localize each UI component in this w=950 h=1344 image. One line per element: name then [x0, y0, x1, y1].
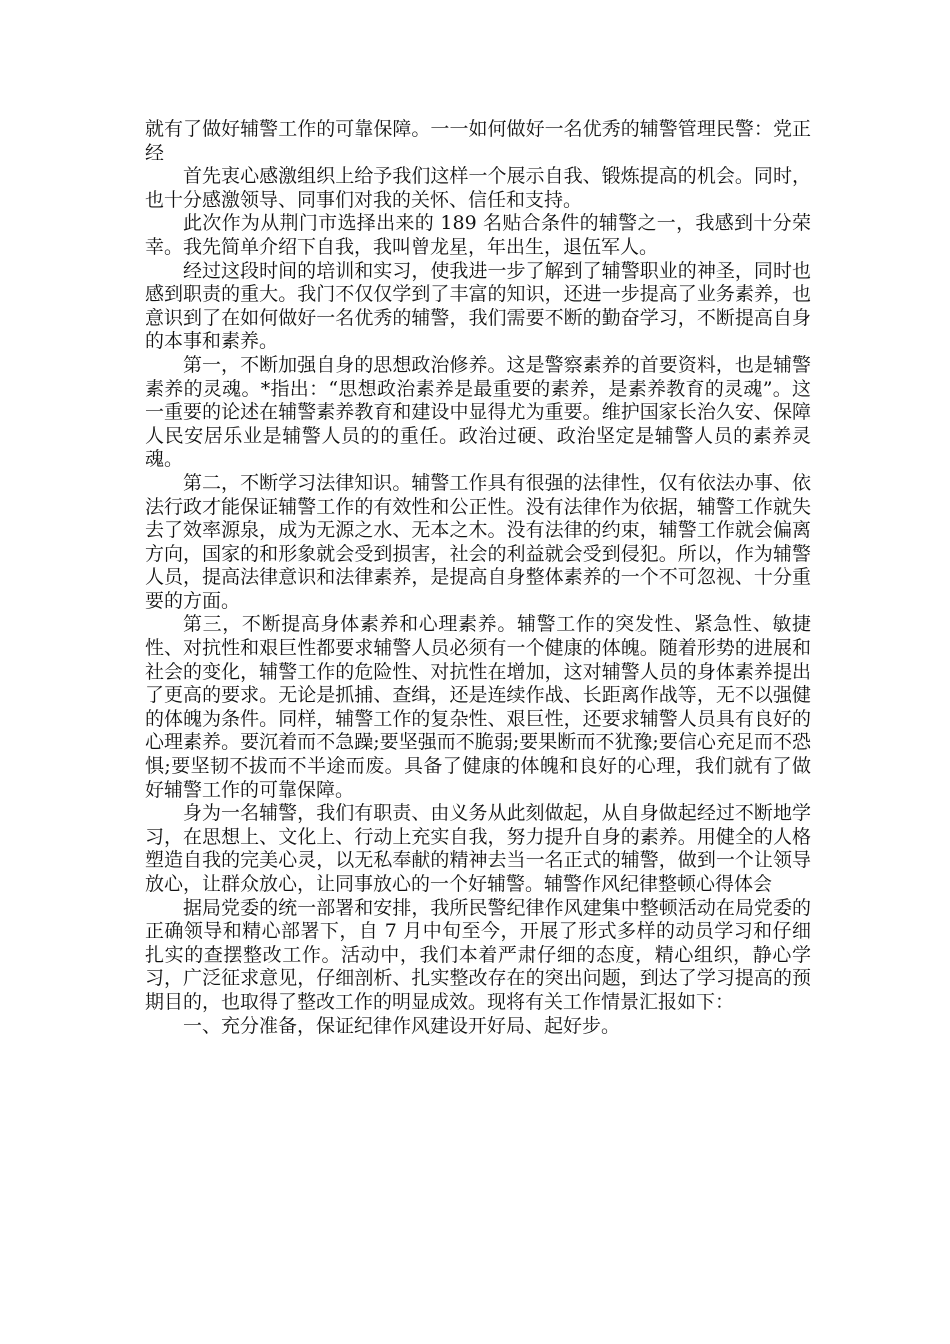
- paragraph-1: 就有了做好辅警工作的可靠保障。一一如何做好一名优秀的辅警管理民警：党正经: [145, 118, 811, 164]
- document-body: [145, 118, 811, 1038]
- paragraph-2: 首先衷心感激组织上给予我们这样一个展示自我、锻炼提高的机会。同时，也十分感激领导、同事们对我的关怀、信任和支持。: [145, 165, 811, 211]
- paragraph-5: 第一，不断加强自身的思想政治修养。这是警察素养的首要资料，也是辅警素养的灵魂。*指出：“思想政治素养是最重要的素养，是素养教育的灵魂”。这一重要的论述在辅警素养教育和建设中显得尤为重要。维护国家长治久安、保障人民安居乐业是辅警人员的的重任。政治过硬、政治坚定是辅警人员的素养灵魂。: [145, 353, 811, 471]
- paragraph-8: 身为一名辅警，我们有职责、由义务从此刻做起，从自身做起经过不断地学习，在思想上、文化上、行动上充实自我，努力提升自身的素养。用健全的人格塑造自我的完美心灵，以无私奉献的精神去当一名正式的辅警，做到一个让领导放心，让群众放心，让同事放心的一个好辅警。辅警作风纪律整顿心得体会: [145, 802, 811, 895]
- paragraph-7: 第三，不断提高身体素养和心理素养。辅警工作的突发性、紧急性、敏捷性、对抗性和艰巨性都要求辅警人员必须有一个健康的体魄。随着形势的进展和社会的变化，辅警工作的危险性、对抗性在增加，这对辅警人员的身体素养提出了更高的要求。无论是抓捕、查缉，还是连续作战、长距离作战等，无不以强健的体魄为条件。同样，辅警工作的复杂性、艰巨性，还要求辅警人员具有良好的心理素养。要沉着而不急躁;要坚强而不脆弱;要果断而不犹豫;要信心充足而不恐惧;要坚韧不拔而不半途而废。具备了健康的体魄和良好的心理，我们就有了做好辅警工作的可靠保障。: [145, 613, 811, 801]
- paragraph-3: 此次作为从荆门市选择出来的 189 名贴合条件的辅警之一，我感到十分荣幸。我先简单介绍下自我，我叫曾龙星，年出生，退伍军人。: [145, 212, 811, 258]
- paragraph-10: 一、充分准备，保证纪律作风建设开好局、起好步。: [183, 1014, 621, 1037]
- paragraph-4: 经过这段时间的培训和实习，使我进一步了解到了辅警职业的神圣，同时也感到职责的重大。我门不仅仅学到了丰富的知识，还进一步提高了业务素养，也意识到了在如何做好一名优秀的辅警，我们需要不断的勤奋学习，不断提高自身的本事和素养。: [145, 259, 811, 353]
- paragraph-6: 第二，不断学习法律知识。辅警工作具有很强的法律性，仅有依法办事、依法行政才能保证辅警工作的有效性和公正性。没有法律作为依据，辅警工作就失去了效率源泉，成为无源之水、无本之木。没有法律的约束，辅警工作就会偏离方向，国家的和形象就会受到损害，社会的利益就会受到侵犯。所以，作为辅警人员，提高法律意识和法律素养，是提高自身整体素养的一个不可忽视、十分重要的方面。: [145, 471, 811, 612]
- paragraph-9: 据局党委的统一部署和安排，我所民警纪律作风建集中整顿活动在局党委的正确领导和精心部署下，自 7 月中旬至今，开展了形式多样的动员学习和仔细扎实的查摆整改工作。活动中，我们本着严肃仔细的态度，精心组织，静心学习，广泛征求意见，仔细剖析、扎实整改存在的突出问题，到达了学习提高的预期目的，也取得了整改工作的明显成效。现将有关工作情景汇报如下：: [145, 896, 811, 1013]
